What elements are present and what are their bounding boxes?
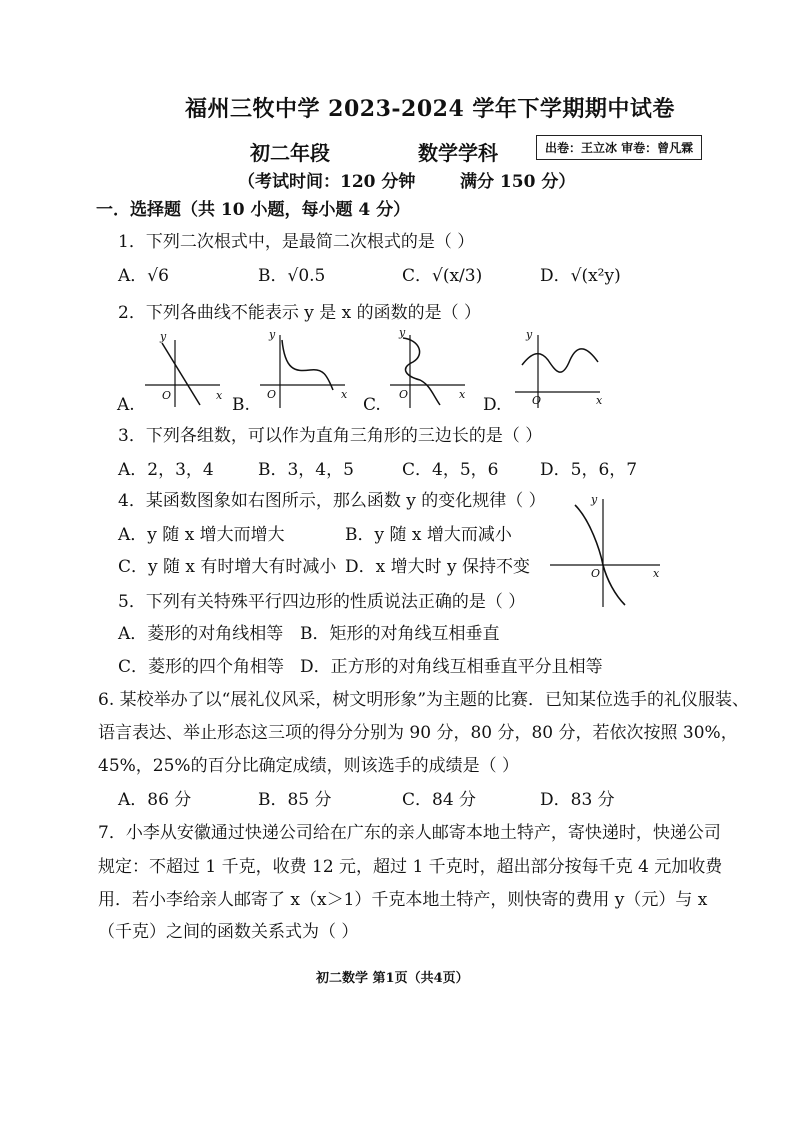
q6-option-c: C．84 分 [402,790,477,810]
q3-option-a: A．2，3，4 [118,460,214,480]
q7-stem-line1: 7．小李从安徽通过快递公司给在广东的亲人邮寄本地土特产，寄快递时，快递公司 [98,823,721,843]
q2-graph-d [510,330,605,410]
q5-stem: 5．下列有关特殊平行四边形的性质说法正确的是（ ） [118,592,526,612]
q5-option-a: A．菱形的对角线相等 [118,624,284,644]
q7-stem-line2: 规定：不超过 1 千克，收费 12 元，超过 1 千克时，超出部分按每千克 4 元加收费 [98,857,723,877]
section-heading: 一．选择题（共 10 小题，每小题 4 分） [96,200,411,220]
q2a-origin-label: O [162,389,172,402]
q1-option-d: D．√(x²y) [540,266,621,286]
q7-stem-line4: （千克）之间的函数关系式为（ ） [98,922,359,942]
q2-graph-c [385,326,470,410]
q4-y-label: y [591,493,598,506]
q1-option-a: A．√6 [118,266,169,286]
q2a-y-label: y [160,330,167,343]
q2b-y-label: y [269,328,276,341]
q2-stem: 2．下列各曲线不能表示 y 是 x 的函数的是（ ） [118,303,482,323]
q1-option-c: C．√(x/3) [402,266,483,286]
q2d-origin-label: O [532,394,542,407]
q4-origin-label: O [591,567,601,580]
q6-stem-line1: 6. 某校举办了以“展礼仪风采，树文明形象”为主题的比赛．已知某位选手的礼仪服装、 [98,690,750,710]
q2a-x-label: x [216,389,223,402]
q4-x-label: x [653,567,660,580]
subject-label: 数学学科 [418,141,498,165]
q2c-x-label: x [459,388,466,401]
q2-option-b: B. [232,395,250,415]
q3-option-c: C．4，5，6 [402,460,499,480]
q6-option-b: B．85 分 [258,790,332,810]
q2-graph-b [255,330,350,410]
q6-stem-line2: 语言表达、举止形态这三项的得分分别为 90 分，80 分，80 分，若依次按照 30%， [98,723,738,743]
q6-option-d: D．83 分 [540,790,615,810]
page-footer: 初二数学 第1页（共4页） [316,971,469,986]
q6-option-a: A．86 分 [118,790,192,810]
q1-option-b: B．√0.5 [258,266,326,286]
q6-stem-line3: 45%，25%的百分比确定成绩，则该选手的成绩是（ ） [98,756,519,776]
q5-option-c: C．菱形的四个角相等 [118,657,285,677]
q2-option-c: C. [363,395,381,415]
q4-option-d: D．x 增大时 y 保持不变 [345,557,531,577]
q4-option-c: C．y 随 x 有时增大有时减小 [118,557,337,577]
q4-stem: 4．某函数图象如右图所示，那么函数 y 的变化规律（ ） [118,491,546,511]
q2b-origin-label: O [267,388,277,401]
q3-option-d: D．5，6，7 [540,460,638,480]
q2d-x-label: x [596,394,603,407]
authors-box: 出卷：王立冰 审卷：曾凡霖 [536,135,702,160]
q2c-origin-label: O [399,388,409,401]
q2-option-a: A. [117,395,135,415]
q2d-y-label: y [526,328,533,341]
q2c-y-label: y [399,326,406,339]
q2-graph-a [140,330,225,410]
q5-option-b: B．矩形的对角线互相垂直 [300,624,500,644]
exam-time: （考试时间：120 分钟 [238,172,416,192]
q4-option-a: A．y 随 x 增大而增大 [118,525,285,545]
q2-option-d: D. [483,395,502,415]
q4-graph [545,495,670,610]
q1-stem: 1．下列二次根式中，是最简二次根式的是（ ） [118,232,475,252]
q5-option-d: D．正方形的对角线互相垂直平分且相等 [300,657,603,677]
q3-stem: 3．下列各组数，可以作为直角三角形的三边长的是（ ） [118,426,543,446]
q2b-x-label: x [341,388,348,401]
q7-stem-line3: 用．若小李给亲人邮寄了 x（x＞1）千克本地土特产，则快寄的费用 y（元）与 x [98,890,708,910]
full-score: 满分 150 分） [460,172,576,192]
grade-label: 初二年段 [250,141,330,165]
q3-option-b: B．3，4，5 [258,460,354,480]
exam-title: 福州三牧中学 2023-2024 学年下学期期中试卷 [185,96,675,122]
q4-option-b: B．y 随 x 增大而减小 [345,525,512,545]
